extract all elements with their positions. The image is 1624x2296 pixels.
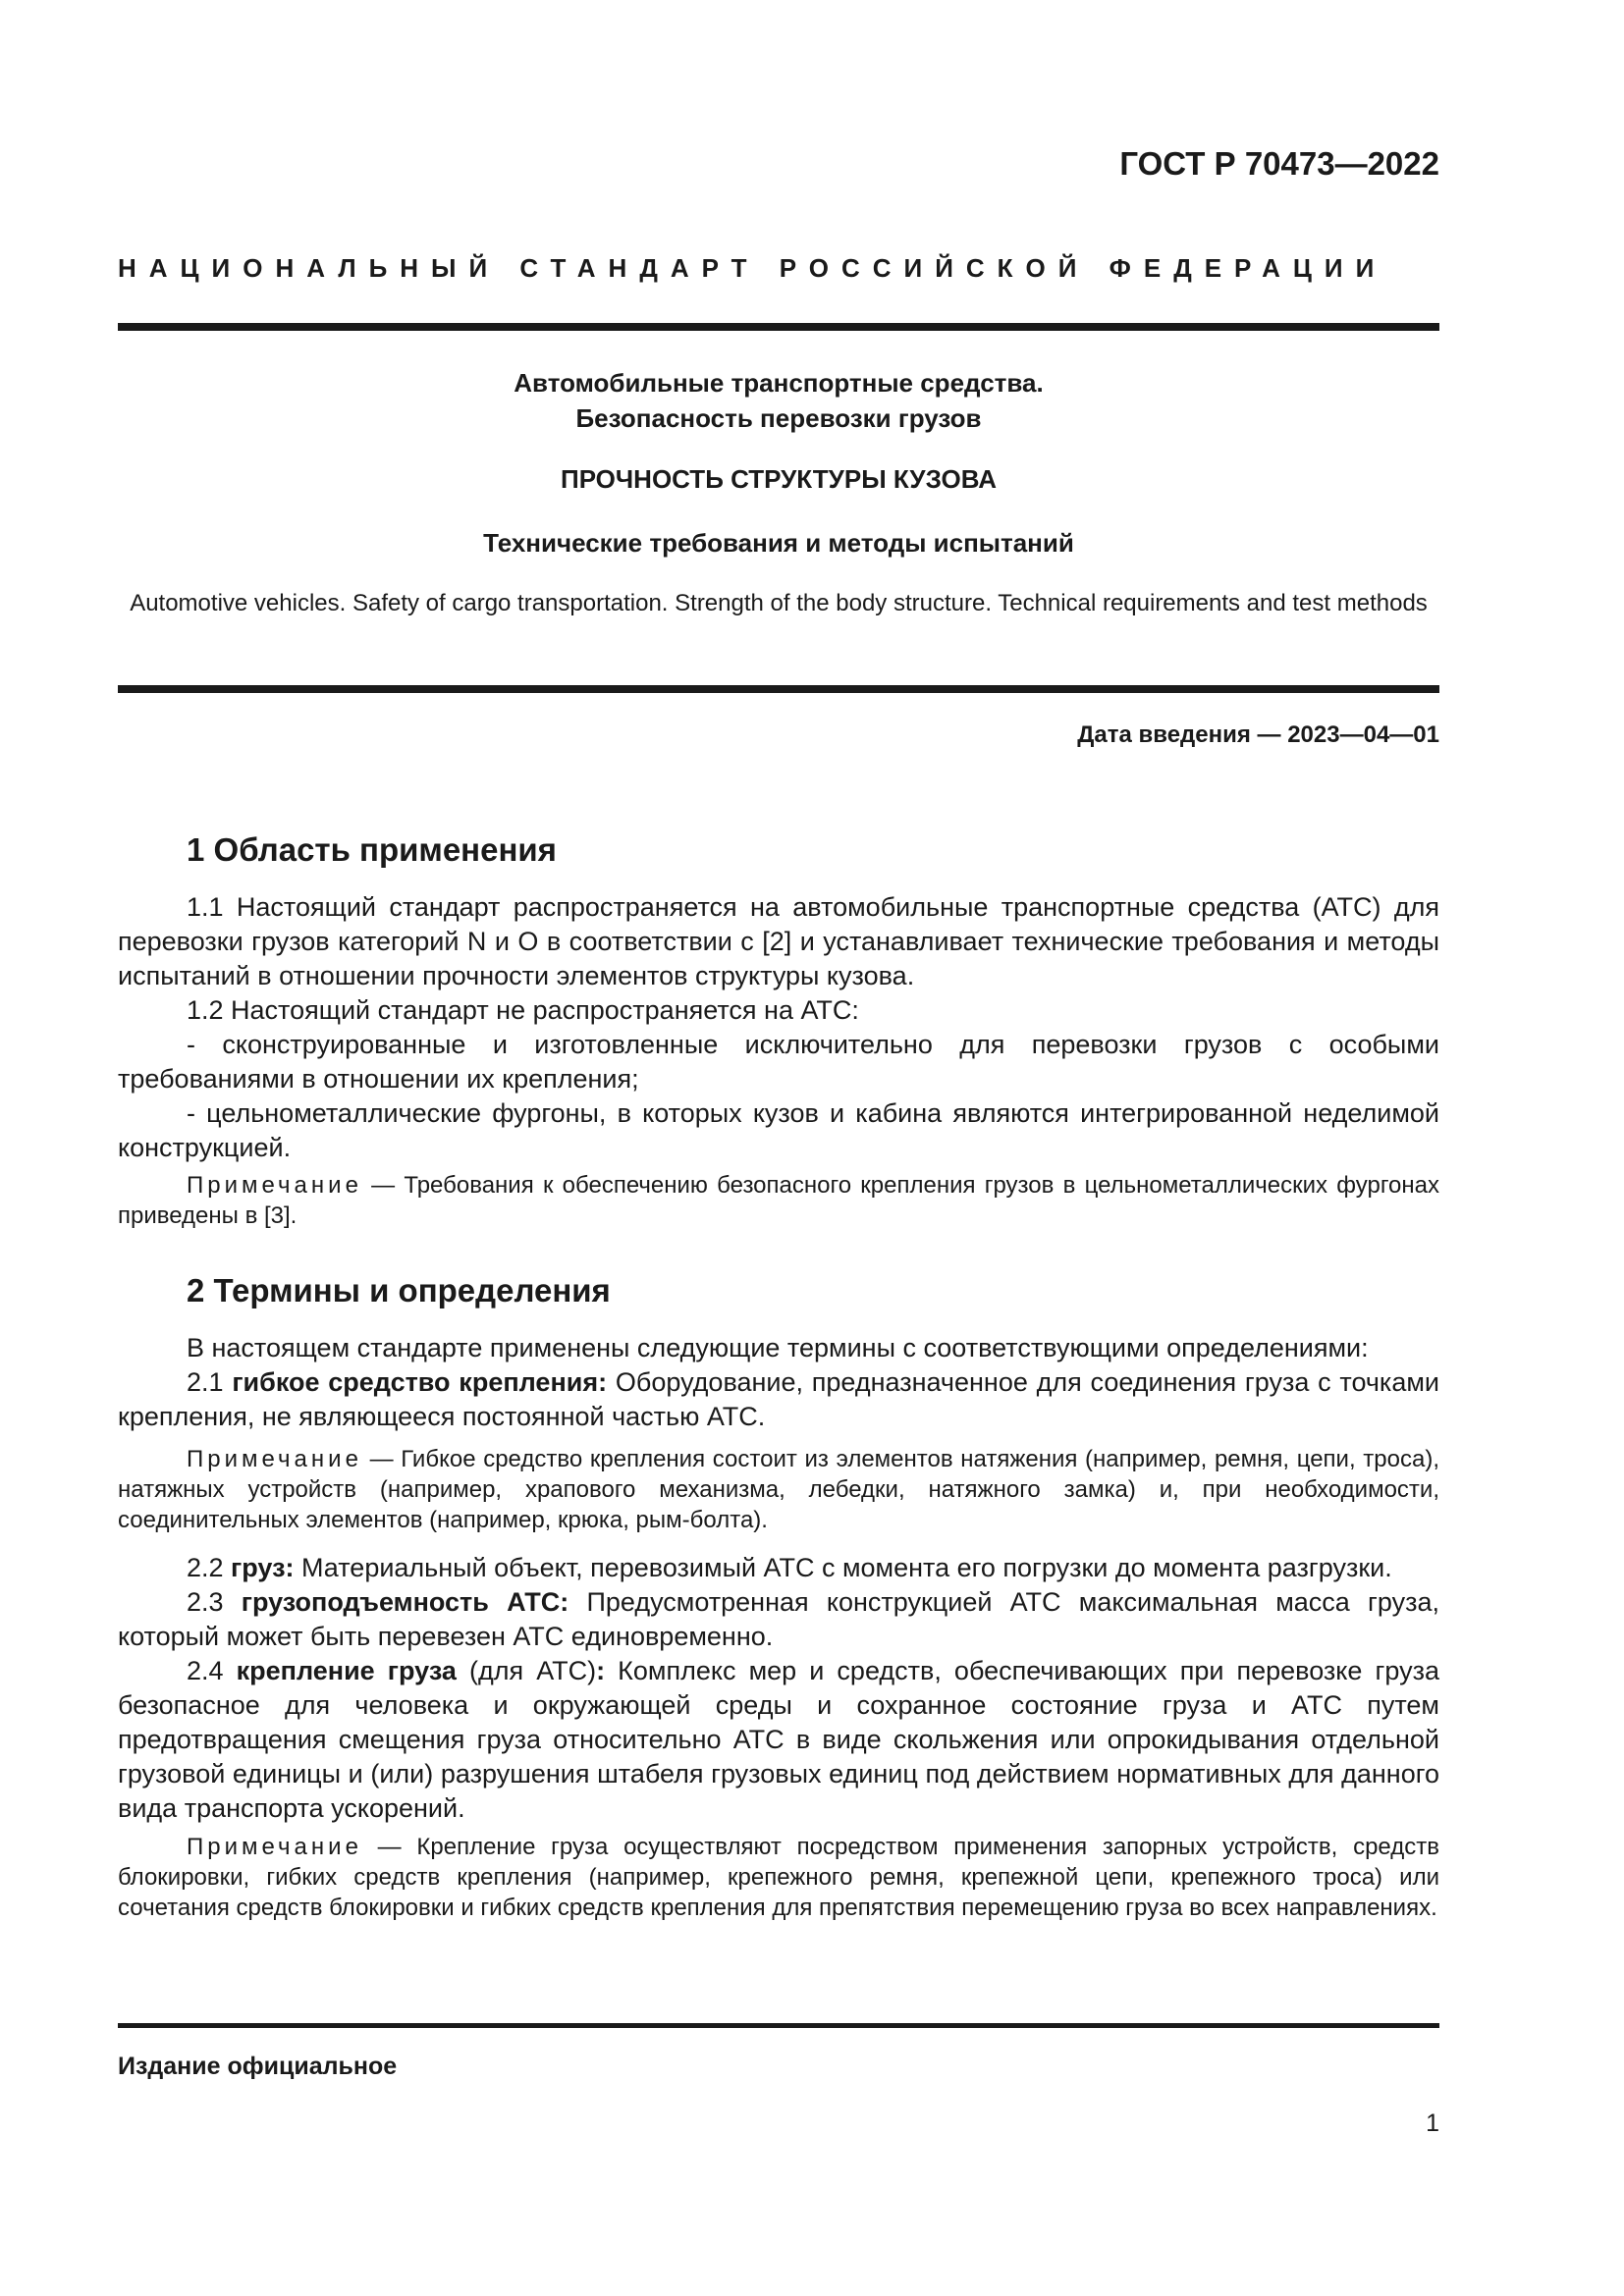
note-label: Примечание xyxy=(187,1834,362,1860)
term-2-3-name: грузоподъемность АТС: xyxy=(241,1587,569,1617)
term-2-4-name: крепление груза xyxy=(236,1656,457,1685)
title-caps: ПРОЧНОСТЬ СТРУКТУРЫ КУЗОВА xyxy=(561,464,997,494)
footer-rule xyxy=(118,2023,1439,2028)
section-2-heading: 2 Термины и определения xyxy=(187,1272,611,1308)
section-1-body xyxy=(118,890,1439,1165)
header-rule xyxy=(118,323,1439,331)
note-text: — Крепление груза осуществляют посредством применения запорных устройств, средств блокировки, гибких средств крепления (например, крепежного ремня, крепежной цепи, крепежного троса) или сочетания средств блокировки и гибких средств крепления для препятствия перемещению груза во всех направлениях. xyxy=(118,1834,1439,1921)
title-rule xyxy=(118,685,1439,693)
section-2-intro: В настоящем стандарте применены следующие термины с соответствующими определениями: xyxy=(187,1333,1369,1362)
edition-label: Издание официальное xyxy=(118,2053,398,2080)
section-2-body-b xyxy=(118,1551,1439,1826)
national-standard-banner: НАЦИОНАЛЬНЫЙ СТАНДАРТ РОССИЙСКОЙ ФЕДЕРАЦИИ xyxy=(118,253,1387,283)
term-2-1: 2.1 гибкое средство крепления: Оборудование, предназначенное для соединения груза с точками крепления, не являющееся постоянной частью АТС. xyxy=(118,1367,1440,1431)
term-2-3: 2.3 грузоподъемность АТС: Предусмотренная конструкцией АТС максимальная масса груза, который может быть перевезен АТС единовременно. xyxy=(118,1587,1439,1651)
term-2-4: 2.4 крепление груза (для АТС): Комплекс мер и средств, обеспечивающих при перевозке груза безопасное для человека и окружающей среды и сохранное состояние груза и АТС путем предотвращения смещения груза относительно АТС в виде скольжения или опрокидывания отдельной грузовой единицы и (или) разрушения штабеля грузовых единиц под действием нормативных для данного вида транспорта ускорений. xyxy=(118,1656,1439,1823)
title-subtitle: Технические требования и методы испытаний xyxy=(483,528,1074,558)
note-label: Примечание xyxy=(187,1172,362,1199)
section-1-note xyxy=(118,1170,1439,1231)
section-1-heading: 1 Область применения xyxy=(187,831,557,868)
title-english: Automotive vehicles. Safety of cargo transportation. Strength of the body structure. Technical requirements and test methods xyxy=(130,590,1428,616)
introduction-date: Дата введения — 2023—04—01 xyxy=(1077,721,1439,748)
paragraph-1-2: 1.2 Настоящий стандарт не распространяется на АТС: xyxy=(187,995,859,1025)
section-2-body-a xyxy=(118,1331,1439,1434)
term-2-2: 2.2 груз: Материальный объект, перевозимый АТС с момента его погрузки до момента разгрузки. xyxy=(187,1553,1392,1582)
gost-code: ГОСТ Р 70473—2022 xyxy=(1119,145,1439,182)
term-2-2-name: груз: xyxy=(231,1553,295,1582)
page-number: 1 xyxy=(1426,2109,1439,2137)
document-title xyxy=(118,365,1439,436)
paragraph-1-1: 1.1 Настоящий стандарт распространяется на автомобильные транспортные средства (АТС) для перевозки грузов категорий N и O в соответствии с [2] и устанавливает технические требования и методы испытаний в отношении прочности элементов структуры кузова. xyxy=(118,892,1439,990)
paragraph-1-2-item-1: - сконструированные и изготовленные исключительно для перевозки грузов с особыми требованиями в отношении их крепления; xyxy=(118,1030,1439,1094)
paragraph-1-2-item-2: - цельнометаллические фургоны, в которых кузов и кабина являются интегрированной неделимой конструкцией. xyxy=(118,1098,1439,1162)
title-line-1: Автомобильные транспортные средства. xyxy=(514,368,1044,398)
section-2-note-1 xyxy=(118,1444,1439,1535)
note-label: Примечание xyxy=(187,1446,362,1472)
note-text: — Гибкое средство крепления состоит из элементов натяжения (например, ремня, цепи, троса), натяжных устройств (например, храпового механизма, лебедки, натяжного замка) и, при необходимости, соединительных элементов (например, крюка, рым-болта). xyxy=(118,1446,1439,1533)
title-line-2: Безопасность перевозки грузов xyxy=(575,403,982,433)
note-text: — Требования к обеспечению безопасного крепления грузов в цельнометаллических фургонах приведены в [3]. xyxy=(118,1172,1439,1229)
term-2-1-name: гибкое средство крепления: xyxy=(232,1367,608,1397)
section-2-note-2 xyxy=(118,1832,1439,1923)
